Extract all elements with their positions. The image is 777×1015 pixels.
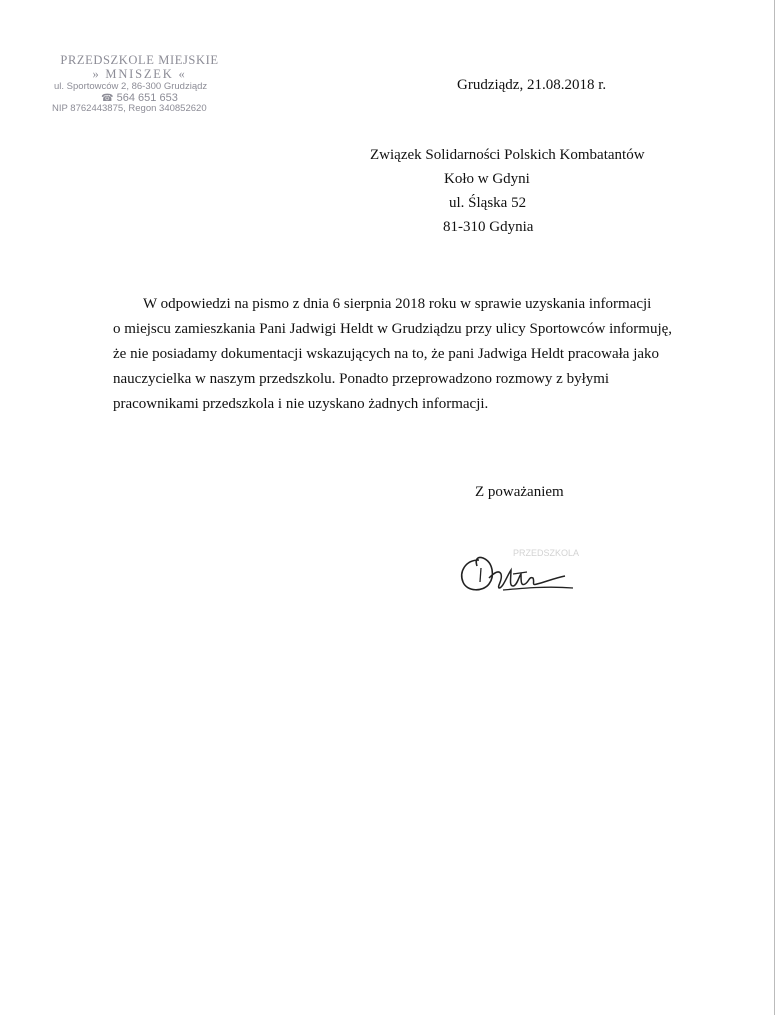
body-line-3: że nie posiadamy dokumentacji wskazujących na to, że pani Jadwiga Heldt pracowała jako	[113, 346, 660, 362]
seal-text: PRZEDSZKOLA	[512, 548, 579, 558]
signature	[455, 548, 580, 598]
body-line-1: W odpowiedzi na pismo z dnia 6 sierpnia 2018 roku w sprawie uzyskania informacji	[143, 296, 652, 312]
body-line-4: nauczycielka w naszym przedszkolu. Ponadto przeprowadzono rozmowy z byłymi	[113, 371, 610, 387]
phone-icon: ☎	[101, 92, 114, 104]
letter-closing: Z poważaniem	[475, 484, 564, 500]
stamp-org-name-2: » MNISZEK «	[92, 66, 187, 81]
recipient-line-2: Koło w Gdyni	[444, 171, 530, 187]
page-edge-line	[774, 0, 775, 1015]
recipient-line-1: Związek Solidarności Polskich Kombatantów	[370, 147, 645, 163]
stamp-org-name: PRZEDSZKOLE MIEJSKIE	[60, 53, 219, 67]
recipient-line-4: 81-310 Gdynia	[443, 219, 534, 235]
stamp-phone: 564 651 653	[116, 91, 178, 104]
letter-body	[113, 292, 698, 417]
body-line-5: pracownikami przedszkola i nie uzyskano żadnych informacji.	[113, 396, 489, 412]
stamp-ids: NIP 8762443875, Regon 340852620	[52, 103, 207, 115]
letter-date: Grudziądz, 21.08.2018 r.	[457, 77, 607, 93]
institution-stamp	[52, 54, 227, 114]
body-line-2: o miejscu zamieszkania Pani Jadwigi Heldt w Grudziądzu przy ulicy Sportowców informuję,	[113, 321, 673, 337]
recipient-line-3: ul. Śląska 52	[449, 195, 527, 211]
stamp-address: ul. Sportowców 2, 86-300 Grudziądz	[54, 80, 208, 92]
